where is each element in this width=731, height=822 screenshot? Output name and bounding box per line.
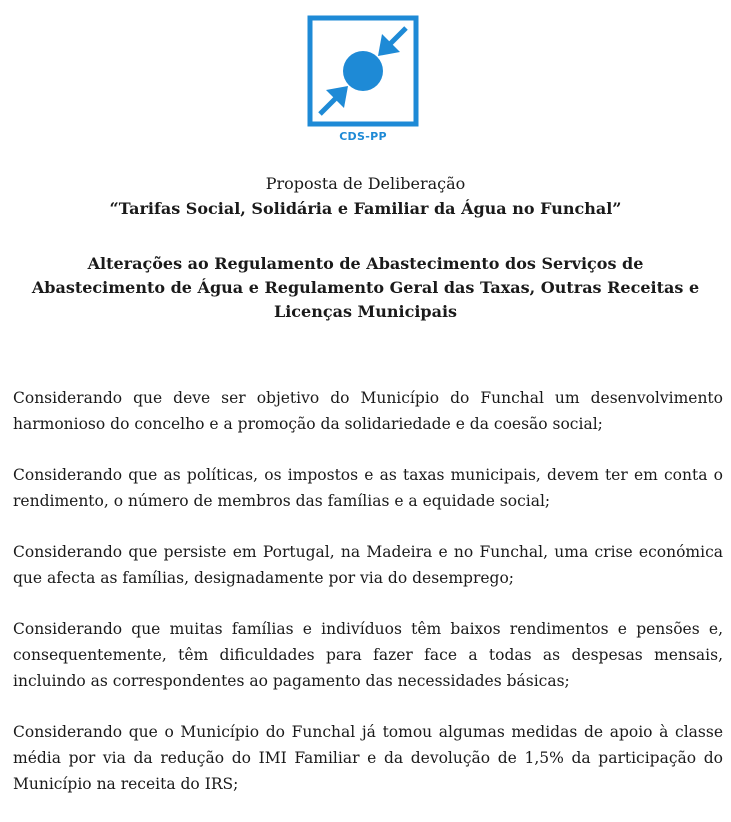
paragraph: Considerando que o Município do Funchal já tomou algumas medidas de apoio à classe média por via da redução do IMI Familiar e da devolução de 1,5% da participação do Município na receita do IRS;: [13, 723, 723, 793]
party-logo: [306, 14, 420, 143]
logo-caption: CDS-PP: [339, 130, 387, 143]
paragraph: Considerando que deve ser objetivo do Município do Funchal um desenvolvimento harmonioso do concelho e a promoção da solidariedade e da coesão social;: [13, 389, 723, 433]
paragraph: Considerando que muitas famílias e indivíduos têm baixos rendimentos e pensões e, consequentemente, têm dificuldades para fazer face a todas as despesas mensais, incluindo as correspondentes ao pagamento das necessidades básicas;: [13, 620, 723, 690]
paragraph: Considerando que as políticas, os impostos e as taxas municipais, devem ter em conta o rendimento, o número de membros das famílias e a equidade social;: [13, 466, 723, 510]
document-body: [13, 385, 723, 822]
cds-pp-party-logo-icon: [306, 14, 420, 128]
document-subject: Alterações ao Regulamento de Abastecimento dos Serviços de Abastecimento de Água e Regulamento Geral das Taxas, Outras Receitas e Licenças Municipais: [31, 254, 700, 321]
document-title: “Tarifas Social, Solidária e Familiar da Água no Funchal”: [109, 199, 622, 218]
paragraph: Considerando que persiste em Portugal, na Madeira e no Funchal, uma crise económica que afecta as famílias, designadamente por via do desemprego;: [13, 543, 723, 587]
document-kicker: Proposta de Deliberação: [265, 174, 466, 193]
